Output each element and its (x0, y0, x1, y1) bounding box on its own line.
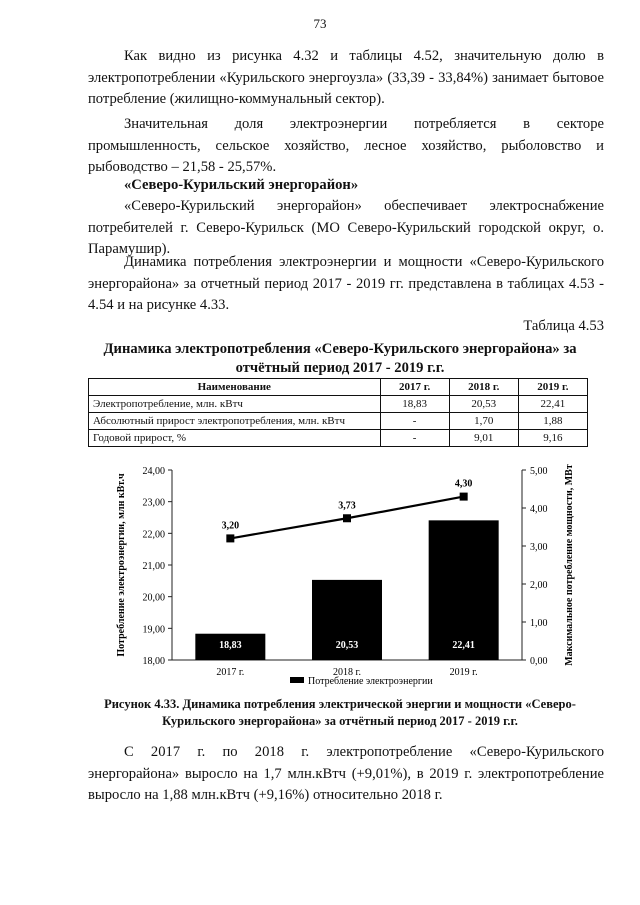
table-cell: 9,01 (449, 430, 518, 447)
power-marker-2 (343, 514, 351, 522)
table-row (89, 430, 588, 447)
y-tick-label: 22,00 (142, 529, 165, 541)
table-cell: Электропотребление, млн. кВтч (89, 396, 381, 413)
legend-swatch (290, 677, 304, 683)
power-value-label: 3,73 (338, 500, 356, 512)
y2-tick-label: 1,00 (530, 618, 548, 629)
table-cell: 22,41 (518, 396, 587, 413)
figure-caption: Рисунок 4.33. Динамика потребления электрической энергии и мощности «Северо-Курильского энергорайона» за отчётный период 2017 - 2019 г.г. (104, 697, 576, 728)
table-row (89, 396, 588, 413)
chart-svg (110, 458, 580, 698)
table-cell: Абсолютный прирост электропотребления, млн. кВтч (89, 413, 381, 430)
y2-axis-title: Максимальное потребление мощности, МВт (564, 464, 575, 666)
legend-label: Потребление электроэнергии (308, 676, 433, 687)
x-tick-label: 2018 г. (333, 667, 361, 678)
y2-tick-label: 2,00 (530, 580, 548, 591)
table-header-cell: 2017 г. (380, 379, 449, 396)
y2-tick-label: 3,00 (530, 542, 548, 553)
power-value-label: 3,20 (221, 520, 240, 532)
x-tick-label: 2017 г. (216, 667, 245, 678)
table-row (89, 413, 588, 430)
page-number: 73 (313, 16, 327, 31)
power-value-label: 4,30 (454, 478, 473, 490)
table-header-cell: 2018 г. (449, 379, 518, 396)
bar-value-label: 20,53 (335, 640, 359, 651)
table-cell: - (380, 430, 449, 447)
table-cell: Годовой прирост, % (89, 430, 381, 447)
paragraph-1: Как видно из рисунка 4.32 и таблицы 4.52, значительную долю в электропотреблении «Курильского энергоузла» (33,39 - 33,84%) занимает бытовое потребление (жилищно-коммунальный сектор). (88, 48, 604, 107)
table-header-cell: Наименование (89, 379, 381, 396)
table-cell: 1,88 (518, 413, 587, 430)
y-tick-label: 19,00 (142, 624, 165, 636)
paragraph-2: Значительная доля электроэнергии потребляется в секторе промышленность, сельское хозяйство, лесное хозяйство, рыболовство и рыбоводство – 21,58 - 25,57%. (88, 116, 604, 175)
bar-value-label: 22,41 (452, 640, 475, 651)
table-cell: 18,83 (380, 396, 449, 413)
final-paragraph: С 2017 г. по 2018 г. электропотребление «Северо-Курильского энергорайона» выросло на 1,7 млн.кВтч (+9,01%), в 2019 г. электропотребление выросло на 1,88 млн.кВтч (+9,16%) относительно 2018 г. (88, 744, 604, 803)
table-cell: 9,16 (518, 430, 587, 447)
y2-tick-label: 0,00 (530, 656, 548, 667)
bar-value-label: 18,83 (219, 640, 242, 651)
y-axis-title: Потребление электроэнергии, млн кВт.ч (116, 473, 127, 657)
consumption-table (88, 378, 588, 447)
x-tick-label: 2019 г. (449, 667, 478, 678)
table-cell: 1,70 (449, 413, 518, 430)
table-title: Динамика электропотребления «Северо-Курильского энергорайона» за отчётный период 2017 - 2019 г.г. (103, 341, 577, 376)
table-header-row (89, 379, 588, 396)
power-marker-3 (460, 493, 468, 501)
section-heading: «Северо-Курильский энергорайон» (124, 177, 359, 193)
paragraph-4: Динамика потребления электроэнергии и мощности «Северо-Курильского энергорайона» за отчетный период 2017 - 2019 гг. представлена в таблицах 4.53 - 4.54 и на рисунке 4.33. (88, 254, 604, 313)
table-cell: 20,53 (449, 396, 518, 413)
y-tick-label: 18,00 (142, 656, 165, 667)
y-tick-label: 21,00 (142, 561, 165, 572)
consumption-chart (110, 458, 580, 698)
y2-tick-label: 5,00 (530, 466, 548, 477)
table-cell: - (380, 413, 449, 430)
y-tick-label: 20,00 (142, 592, 165, 604)
y-tick-label: 23,00 (142, 497, 165, 509)
paragraph-3: «Северо-Курильский энергорайон» обеспечивает электроснабжение потребителей г. Северо-Курильск (МО Северо-Курильский городской округ, о. Парамушир). (88, 198, 604, 257)
y2-tick-label: 4,00 (530, 504, 548, 515)
table-header-cell: 2019 г. (518, 379, 587, 396)
table-label: Таблица 4.53 (523, 318, 604, 334)
power-marker-1 (226, 534, 234, 542)
y-tick-label: 24,00 (142, 466, 165, 477)
